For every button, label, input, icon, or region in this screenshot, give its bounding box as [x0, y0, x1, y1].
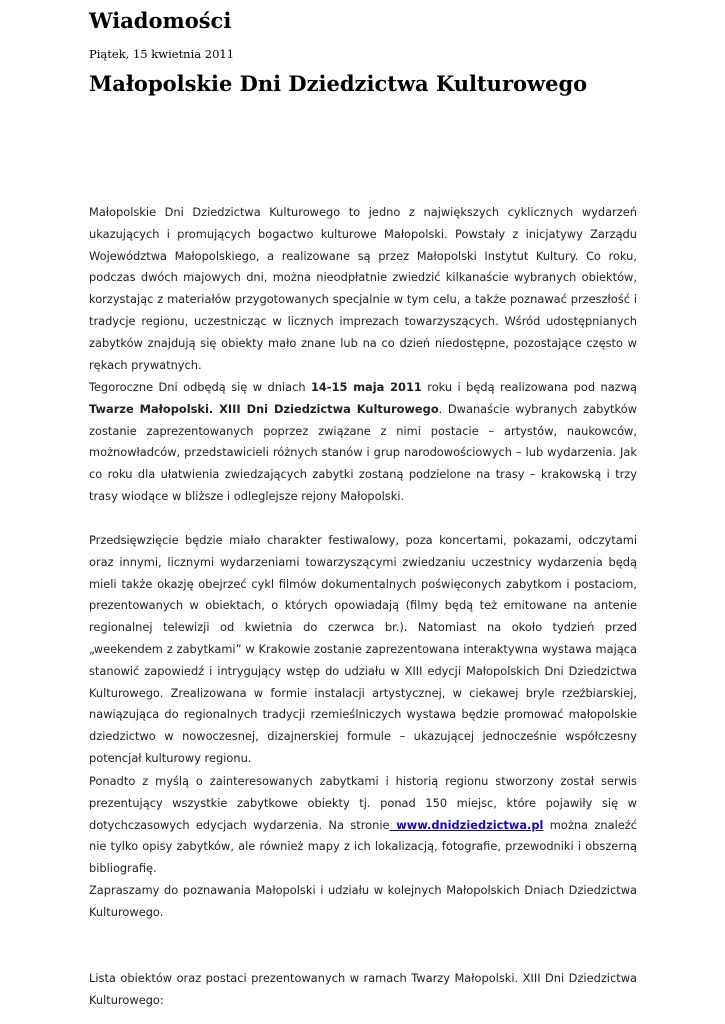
paragraph-intro	[89, 202, 637, 376]
text-segment: Ponadto z myślą o zainteresowanych zabytkami i historią regionu stworzony został serwis prezentujący wszystkie zabytkowe obiekty tj. ponad 150 miejsc, które pojawiły się w dotychczasowych edycjach wydarzenia. Na stronie	[89, 774, 637, 832]
text-segment: Tegoroczne Dni odbędą się w dniach	[89, 380, 311, 394]
text-segment: . Dwanaście wybranych zabytków zostanie zaprezentowanych poprzez związane z nimi postacie – artystów, naukowców, możnowładców, przedstawicieli różnych stanów i grup narodowościowych – lub wydarzenia. Jak co roku dla ułatwienia zwiedzających zabytki zostaną podzielone na trasy – krakowską i trzy trasy wiodące w bliższe i odleglejsze rejony Małopolski.	[89, 401, 637, 503]
paragraph-website-text	[89, 771, 637, 880]
website-link[interactable]: www.dnidziedzictwa.pl	[389, 817, 544, 832]
paragraph-list-intro-text: Lista obiektów oraz postaci prezentowanych w ramach Twarzy Małopolski. XIII Dni Dziedzictwa Kulturowego:	[89, 971, 637, 1007]
paragraph-list-intro	[89, 968, 637, 1012]
paragraph-intro-text: Małopolskie Dni Dziedzictwa Kulturowego to jedno z największych cyklicznych wydarzeń ukazujących i promujących bogactwo kulturowe Małopolski. Powstały z inicjatywy Zarządu Województwa Małopolskiego, a realizowane są przez Małopolski Instytut Kultury. Co roku, podczas dwóch majowych dni, można nieodpłatnie zwiedzić kilkanaście wybranych obiektów, korzystając z materiałów przygotowanych specjalnie w tym celu, a także poznawać przeszłość i tradycje regionu, uczestnicząc w licznych imprezach towarzyszących. Wśród udostępnianych zabytków znajdują się obiekty mało znane lub na co dzień niedostępne, pozostające często w rękach prywatnych.	[89, 205, 637, 372]
paragraph-event-dates	[89, 377, 637, 508]
section-title: Wiadomości	[89, 8, 232, 33]
paragraph-invitation	[89, 880, 637, 924]
paragraph-invitation-text: Zapraszamy do poznawania Małopolski i udziału w kolejnych Małopolskich Dniach Dziedzictwa Kulturowego.	[89, 883, 637, 919]
paragraph-festival-text: Przedsięwzięcie będzie miało charakter festiwalowy, poza koncertami, pokazami, odczytami oraz innymi, licznymi wydarzeniami towarzyszącymi zwiedzaniu uczestnicy wydarzenia będą mieli także okazję obejrzeć cykl filmów dokumentalnych poświęconych zabytkom i postaciom, prezentowanych w obiektach, o których opowiadają (filmy będą też emitowane na antenie regionalnej telewizji od kwietnia do czerwca br.). Natomiast na około tydzień przed „weekendem z zabytkami” w Krakowie zostanie zaprezentowana interaktywna wystawa mająca stanowić zapowiedź i intrygujący wstęp do udziału w XIII edycji Małopolskich Dni Dziedzictwa Kulturowego. Zrealizowana w formie instalacji artystycznej, w ciekawej bryle rzeźbiarskiej, nawiązująca do regionalnych tradycji rzemieślniczych wystawa będzie promować małopolskie dziedzictwo w nowoczesnej, dizajnerskiej formule – ukazującej jednocześnie współczesny potencjał kulturowy regionu.	[89, 533, 637, 765]
text-segment: można znaleźć nie tylko opisy zabytków, ale również mapy z ich lokalizacją, fotografie, przewodniki i obszerną bibliografię.	[89, 817, 637, 876]
paragraph-event-dates-text	[89, 377, 637, 508]
paragraph-festival	[89, 530, 637, 770]
text-segment: roku i będą realizowana pod nazwą	[421, 380, 637, 394]
event-name-bold: Twarze Małopolski. XIII Dni Dziedzictwa Kulturowego	[89, 401, 439, 416]
paragraph-website	[89, 771, 637, 880]
event-dates-bold: 14-15 maja 2011	[310, 380, 422, 394]
article-title: Małopolskie Dni Dziedzictwa Kulturowego	[89, 71, 588, 96]
article-date: Piątek, 15 kwietnia 2011	[89, 47, 235, 61]
